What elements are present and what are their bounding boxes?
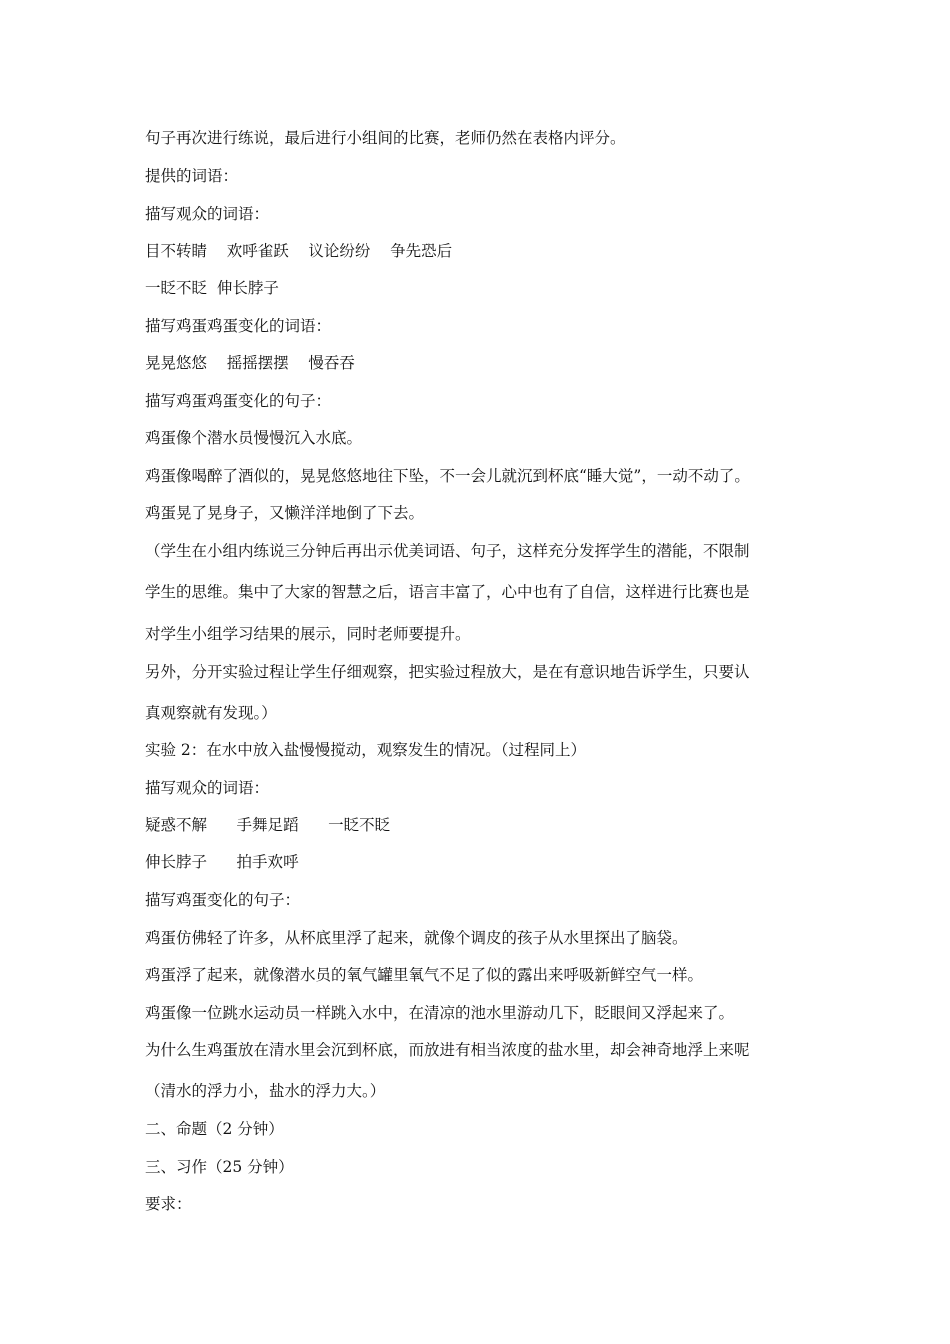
text-line: 疑惑不解 手舞足蹈 一眨不眨	[145, 816, 391, 834]
text-line: 晃晃悠悠 摇摇摆摆 慢吞吞	[145, 354, 355, 372]
text-line: 目不转睛 欢呼雀跃 议论纷纷 争先恐后	[145, 242, 453, 260]
text-line: 句子再次进行练说，最后进行小组间的比赛，老师仍然在表格内评分。	[145, 129, 626, 147]
text-line: 要求：	[145, 1195, 192, 1213]
text-line: 鸡蛋像喝醉了酒似的，晃晃悠悠地往下坠，不一会儿就沉到杯底“睡大觉”，一动不动了。	[145, 467, 750, 485]
text-line: 对学生小组学习结果的展示，同时老师要提升。	[145, 625, 471, 643]
text-line: 学生的思维。集中了大家的智慧之后，语言丰富了，心中也有了自信，这样进行比赛也是	[145, 583, 750, 601]
text-line: 另外，分开实验过程让学生仔细观察，把实验过程放大，是在有意识地告诉学生，只要认	[145, 663, 750, 681]
text-line: 真观察就有发现。）	[145, 704, 277, 722]
text-line: 提供的词语：	[145, 167, 239, 185]
text-line: 伸长脖子 拍手欢呼	[145, 853, 299, 871]
text-line: 为什么生鸡蛋放在清水里会沉到杯底，而放进有相当浓度的盐水里，却会神奇地浮上来呢	[145, 1041, 750, 1059]
text-line: 鸡蛋晃了晃身子，又懒洋洋地倒了下去。	[145, 504, 425, 522]
section-heading: 三、习作（25 分钟）	[145, 1158, 294, 1176]
section-heading: 二、命题（2 分钟）	[145, 1120, 284, 1138]
text-line: 鸡蛋浮了起来，就像潜水员的氧气罐里氧气不足了似的露出来呼吸新鲜空气一样。	[145, 966, 704, 984]
text-line: 鸡蛋像个潜水员慢慢沉入水底。	[145, 429, 363, 447]
text-line: 描写鸡蛋变化的句子：	[145, 891, 301, 909]
text-line: 描写观众的词语：	[145, 205, 270, 223]
text-line: 鸡蛋仿佛轻了许多，从杯底里浮了起来，就像个调皮的孩子从水里探出了脑袋。	[145, 929, 688, 947]
text-line: 描写鸡蛋鸡蛋变化的词语：	[145, 317, 332, 335]
text-line: 描写观众的词语：	[145, 779, 270, 797]
text-line: 一眨不眨 伸长脖子	[145, 279, 279, 297]
text-line: 实验 2：在水中放入盐慢慢搅动，观察发生的情况。（过程同上）	[145, 741, 587, 759]
text-line: （清水的浮力小，盐水的浮力大。）	[145, 1082, 386, 1100]
text-line: 描写鸡蛋鸡蛋变化的句子：	[145, 392, 332, 410]
text-line: （学生在小组内练说三分钟后再出示优美词语、句子，这样充分发挥学生的潜能，不限制	[145, 542, 750, 560]
text-line: 鸡蛋像一位跳水运动员一样跳入水中，在清凉的池水里游动几下，眨眼间又浮起来了。	[145, 1004, 735, 1022]
